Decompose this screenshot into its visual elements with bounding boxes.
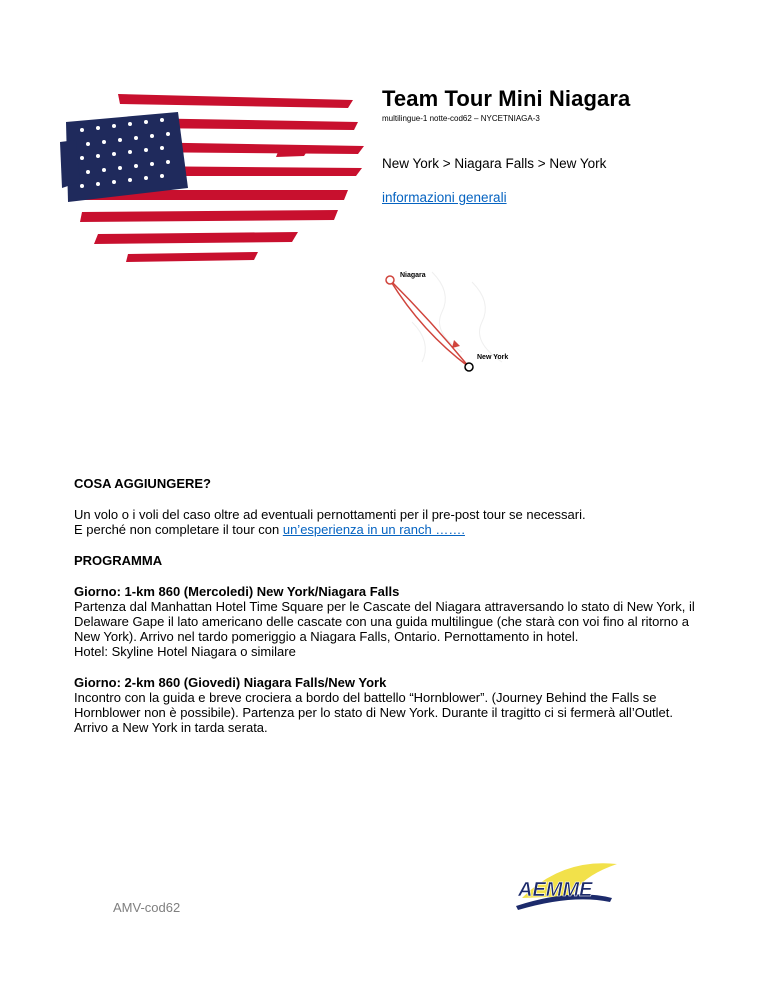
main-content — [74, 476, 704, 735]
day2-heading: Giorno: 2-km 860 (Giovedi) Niagara Falls/New York — [74, 675, 387, 690]
us-flag-image — [58, 92, 368, 272]
ranch-experience-link[interactable]: un’esperienza in un ranch ……. — [282, 522, 465, 537]
map-label-niagara: Niagara — [400, 272, 426, 279]
route-map — [372, 262, 522, 380]
route-path — [390, 280, 469, 367]
program-heading: PROGRAMMA — [74, 553, 163, 568]
flag-canton — [60, 112, 188, 202]
route-text: New York > Niagara Falls > New York — [382, 156, 607, 171]
tour-code: multilingue-1 notte-cod62 – NYCETNIAGA-3 — [382, 114, 540, 123]
day1-line-2: Delaware Gape il lato americano delle cascate con una guida multilingue (che starà con voi fino al ritorno a — [74, 614, 689, 629]
add-heading: COSA AGGIUNGERE? — [74, 476, 211, 491]
niagara-marker-icon — [386, 276, 394, 284]
day2-line-3: Arrivo a New York in tarda serata. — [74, 720, 268, 735]
add-line-2-text: E perché non completare il tour con — [74, 522, 283, 537]
add-line-1: Un volo o i voli del caso oltre ad eventuali pernottamenti per il pre-post tour se necessari. — [74, 507, 586, 522]
day1-heading: Giorno: 1-km 860 (Mercoledi) New York/Niagara Falls — [74, 584, 400, 599]
aemme-logo — [512, 858, 622, 918]
newyork-marker-icon — [465, 363, 473, 371]
route-arrow-icon — [452, 340, 460, 348]
general-info-link[interactable]: informazioni generali — [382, 190, 507, 205]
add-line-2 — [74, 522, 704, 537]
day1-line-4: Hotel: Skyline Hotel Niagara o similare — [74, 644, 296, 659]
day1-line-3: New York). Arrivo nel tardo pomeriggio a Niagara Falls, Ontario. Pernottamento in hotel. — [74, 629, 579, 644]
day1-line-1: Partenza dal Manhattan Hotel Time Square per le Cascate del Niagara attraversando lo stato di New York, il — [74, 599, 695, 614]
day2-line-2: Hornblower non è possibile). Partenza per lo stato di New York. Durante il tragitto ci si fermerà all’Outlet. — [74, 705, 674, 720]
logo-text: AEMME — [518, 879, 593, 901]
page-title: Team Tour Mini Niagara — [382, 86, 631, 111]
footer-code: AMV-cod62 — [113, 900, 181, 915]
map-label-newyork: New York — [477, 354, 509, 361]
day2-line-1: Incontro con la guida e breve crociera a bordo del battello “Hornblower”. (Journey Behind the Falls se — [74, 690, 657, 705]
